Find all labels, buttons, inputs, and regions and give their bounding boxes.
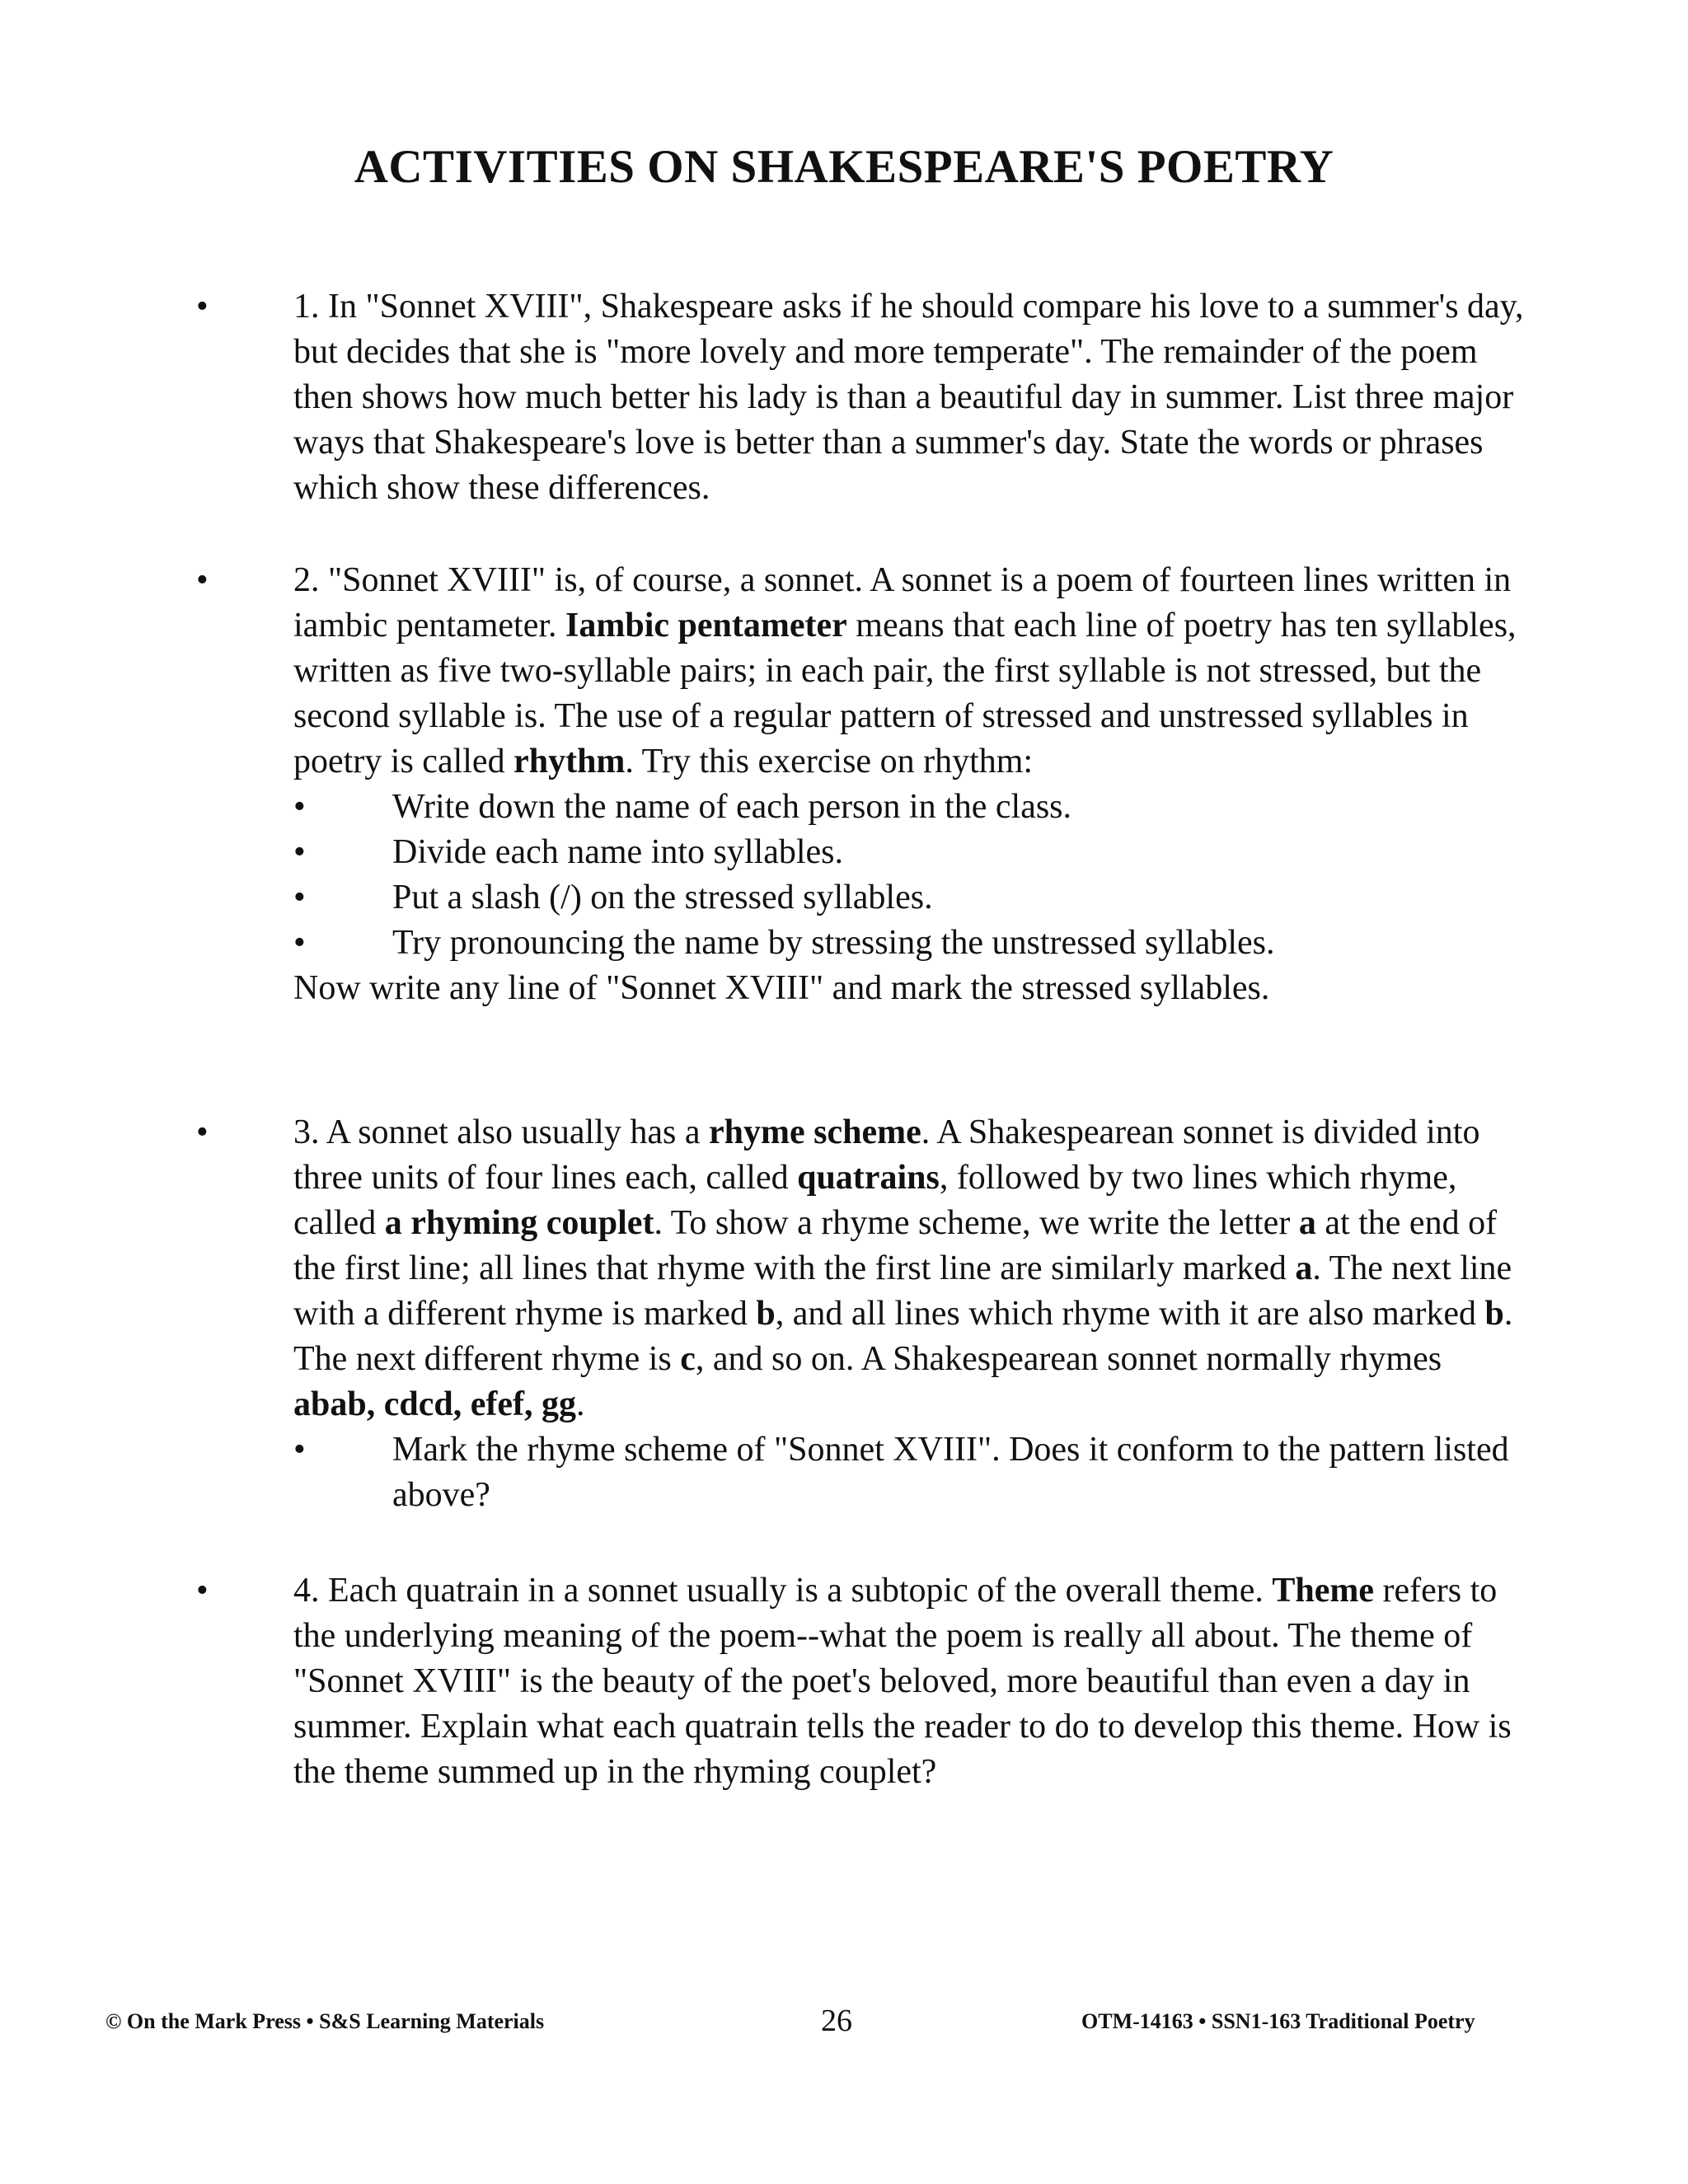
text-run: , and all lines which rhyme with it are also marked bbox=[775, 1295, 1485, 1333]
activity-2-closing: Now write any line of "Sonnet XVIII" and mark the stressed syllables. bbox=[293, 969, 1270, 1007]
activity-3-bullet: • bbox=[196, 1113, 209, 1151]
activity-3-text bbox=[293, 1110, 1530, 1427]
activity-2-text-3: . Try this exercise on rhythm: bbox=[625, 743, 1034, 780]
text-run: , and so on. A Shakespearean sonnet normally rhymes bbox=[695, 1340, 1442, 1378]
activity-2-intro bbox=[293, 558, 1530, 785]
footer-publisher: © On the Mark Press • S&S Learning Materials bbox=[106, 2009, 545, 2033]
step-text: Write down the name of each person in the class. bbox=[392, 788, 1072, 826]
activity-1-bullet: • bbox=[196, 288, 209, 326]
letter-a: a bbox=[1295, 1249, 1313, 1287]
step-text: Put a slash (/) on the stressed syllables. bbox=[392, 879, 933, 916]
step-bullet: • bbox=[293, 833, 306, 871]
term-rhyming-couplet: a rhyming couplet bbox=[384, 1204, 654, 1242]
step-bullet: • bbox=[293, 788, 306, 826]
activity-3 bbox=[293, 1110, 1530, 1518]
footer-product-code: OTM-14163 • SSN1-163 Traditional Poetry bbox=[1081, 2009, 1475, 2033]
step-text: Try pronouncing the name by stressing the unstressed syllables. bbox=[392, 924, 1275, 962]
activity-1-text: 1. In "Sonnet XVIII", Shakespeare asks if he should compare his love to a summer's day, but decides that she is "more lovely and more temperate". The remainder of the poem then shows how much better his lady is than a beautiful day in summer. List three major ways that Shakespeare's love is better than a summer's day. State the words or phrases which show these differences. bbox=[293, 288, 1524, 507]
activity-1 bbox=[293, 284, 1530, 511]
letter-b: b bbox=[1484, 1295, 1504, 1333]
activity-2-text-1: 2. "Sonnet XVIII" is, of course, a sonnet. A sonnet is a poem of fourteen lines written in iambic pentameter. bbox=[293, 561, 1512, 644]
step-bullet: • bbox=[293, 924, 306, 962]
letter-a: a bbox=[1298, 1204, 1316, 1242]
activity-2 bbox=[293, 558, 1530, 1011]
letter-b: b bbox=[756, 1295, 776, 1333]
term-rhythm: rhythm bbox=[513, 743, 626, 780]
text-run: . bbox=[575, 1385, 585, 1423]
text-run: 4. Each quatrain in a sonnet usually is a subtopic of the overall theme. bbox=[293, 1572, 1273, 1610]
term-quatrains: quatrains bbox=[797, 1159, 940, 1197]
text-run: . A Shakespearean sonnet is divided into three units of four lines each, called bbox=[293, 1113, 1480, 1197]
step-bullet: • bbox=[293, 879, 306, 916]
step-text: Divide each name into syllables. bbox=[392, 833, 844, 871]
rhythm-step-1 bbox=[293, 785, 1530, 830]
rhyme-pattern: abab, cdcd, efef, gg bbox=[293, 1385, 576, 1423]
text-run: 3. A sonnet also usually has a bbox=[293, 1113, 709, 1151]
rhyme-step bbox=[293, 1427, 1530, 1518]
term-theme: Theme bbox=[1272, 1572, 1374, 1610]
activity-2-text-2: means that each line of poetry has ten syllables, written as five two-syllable pairs; in each pair, the first syllable is not stressed, but the second syllable is. The use of a regular pattern of stressed and unstressed syllables in poetry is called bbox=[293, 607, 1517, 780]
page-title: ACTIVITIES ON SHAKESPEARE'S POETRY bbox=[354, 141, 1334, 193]
activity-4-text bbox=[293, 1568, 1530, 1795]
rhythm-step-2 bbox=[293, 830, 1530, 875]
letter-c: c bbox=[680, 1340, 696, 1378]
activity-4-bullet: • bbox=[196, 1572, 209, 1610]
rhythm-step-3 bbox=[293, 875, 1530, 921]
rhythm-step-4 bbox=[293, 921, 1530, 966]
term-iambic-pentameter: Iambic pentameter bbox=[565, 607, 847, 644]
text-run: . To show a rhyme scheme, we write the letter bbox=[654, 1204, 1299, 1242]
activity-2-bullet: • bbox=[196, 561, 209, 599]
term-rhyme-scheme: rhyme scheme bbox=[708, 1113, 921, 1151]
step-bullet: • bbox=[293, 1431, 306, 1469]
text-run: at the end of the first line; all lines that rhyme with the first line are similarly marked bbox=[293, 1204, 1498, 1287]
activity-4 bbox=[293, 1568, 1530, 1795]
step-text: Mark the rhyme scheme of "Sonnet XVIII". Does it conform to the pattern listed above? bbox=[392, 1431, 1509, 1514]
page-number: 26 bbox=[821, 2004, 852, 2038]
text-run: refers to the underlying meaning of the poem--what the poem is really all about. The theme of "Sonnet XVIII" is the beauty of the poet's beloved, more beautiful than even a day in summer. Explain what each quatrain tells the reader to do to develop this theme. How is the theme summed up in the rhyming couplet? bbox=[293, 1572, 1512, 1791]
text-run: . The next different rhyme is bbox=[293, 1295, 1513, 1378]
text-run: . The next line with a different rhyme is marked bbox=[293, 1249, 1512, 1333]
text-run: , followed by two lines which rhyme, called bbox=[293, 1159, 1457, 1242]
